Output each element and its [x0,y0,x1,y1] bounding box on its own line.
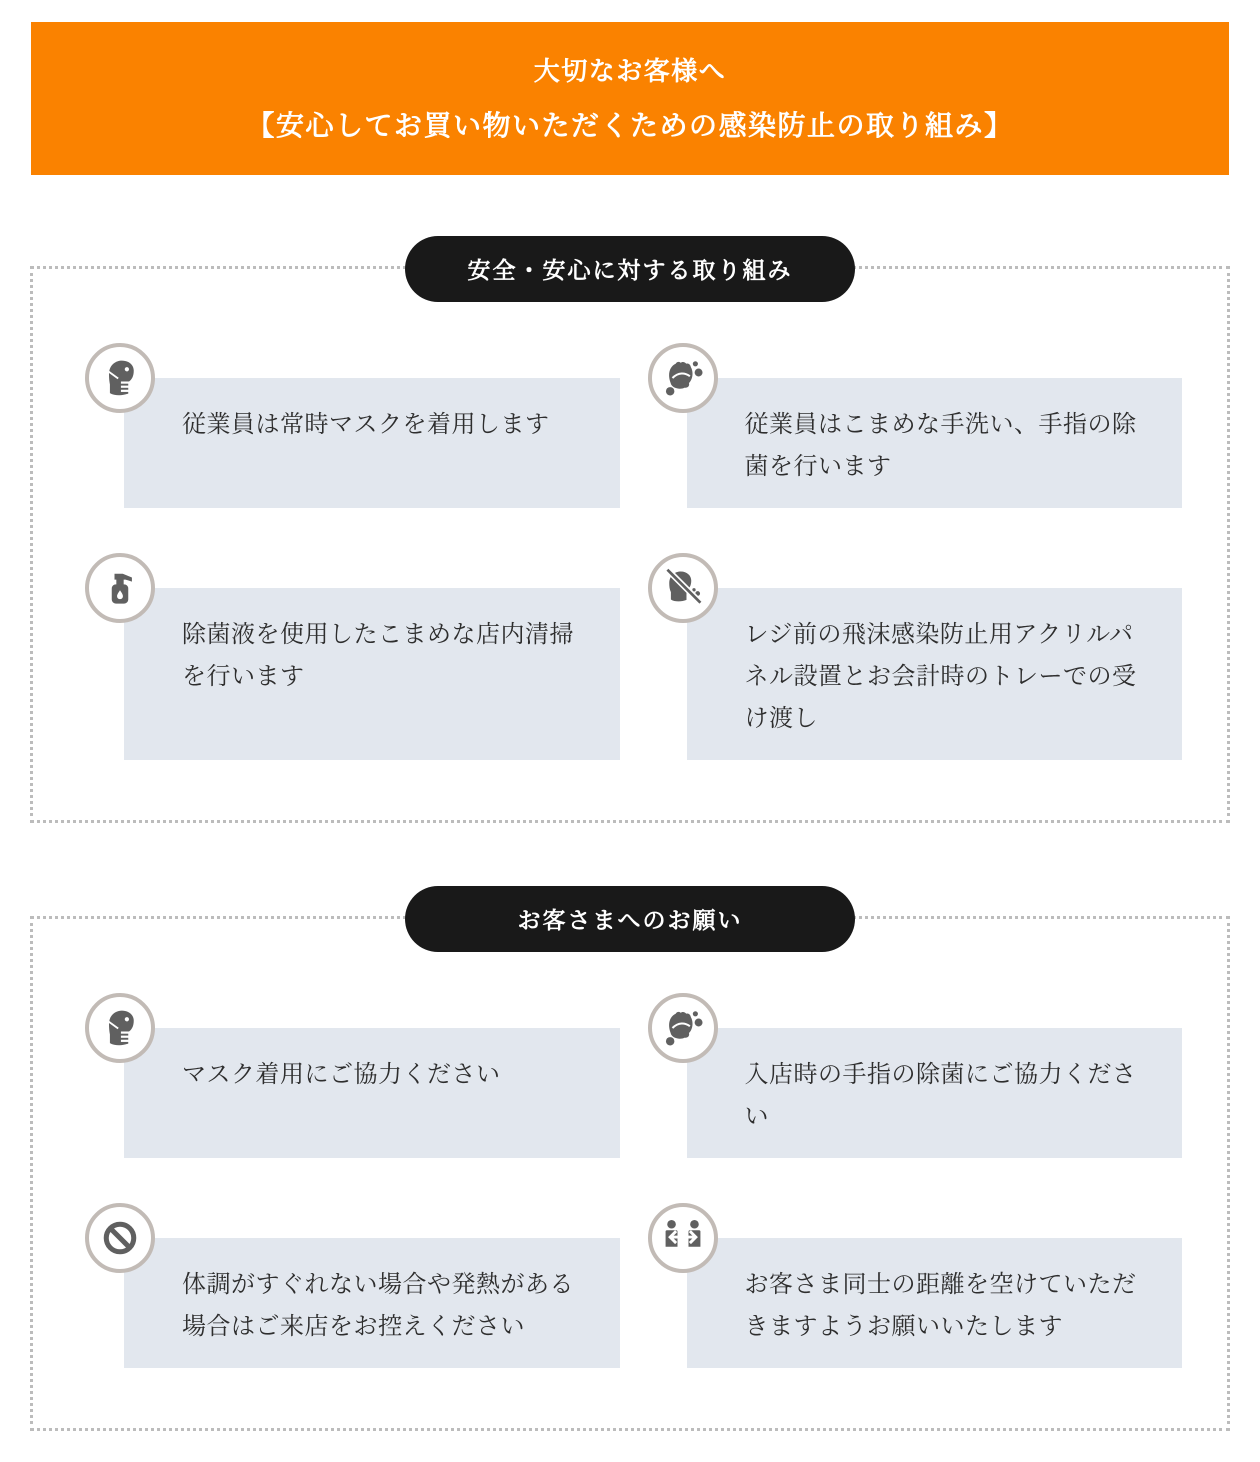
section-title-pill: お客さまへのお願い [405,886,855,952]
item-card [124,1238,620,1368]
hand-wash-icon [648,993,718,1063]
section-safety-initiatives [30,257,1230,823]
item-card [687,1238,1183,1368]
item-card [124,588,620,760]
social-distance-icon [648,1203,718,1273]
item-text: 従業員は常時マスクを着用します [182,410,550,438]
items-grid [75,343,1182,760]
mask-icon [85,993,155,1063]
item-text: 体調がすぐれない場合や発熱がある場合はご来店をお控えください [182,1270,574,1340]
item-text: 従業員はこまめな手洗い、手指の除菌を行います [744,410,1137,480]
item-card [687,378,1183,508]
list-item [638,343,1183,508]
notice-banner [31,22,1229,175]
section-customer-requests [30,907,1230,1431]
item-text: 入店時の手指の除菌にご協力ください [744,1060,1137,1130]
list-item [75,993,620,1158]
list-item [638,1203,1183,1368]
banner-subtitle: 【安心してお買い物いただくための感染防止の取り組み】 [246,110,1014,142]
droplet-block-icon [648,553,718,623]
list-item [75,343,620,508]
items-grid [75,993,1182,1368]
hand-wash-icon [648,343,718,413]
mask-icon [85,343,155,413]
item-card [124,1028,620,1158]
list-item [75,1203,620,1368]
list-item [638,553,1183,760]
no-entry-icon [85,1203,155,1273]
item-card [124,378,620,508]
banner-title: 大切なお客様へ [533,56,727,86]
item-text: マスク着用にご協力ください [182,1060,501,1088]
item-text: お客さま同士の距離を空けていただきますようお願いいたします [744,1270,1137,1340]
list-item [75,553,620,760]
list-item [638,993,1183,1158]
item-card [687,588,1183,760]
section-title-pill: 安全・安心に対する取り組み [405,236,855,302]
item-text: レジ前の飛沫感染防止用アクリルパネル設置とお会計時のトレーでの受け渡し [744,620,1137,732]
item-card [687,1028,1183,1158]
item-text: 除菌液を使用したこまめな店内清掃を行います [182,620,574,690]
sanitizer-bottle-icon [85,553,155,623]
